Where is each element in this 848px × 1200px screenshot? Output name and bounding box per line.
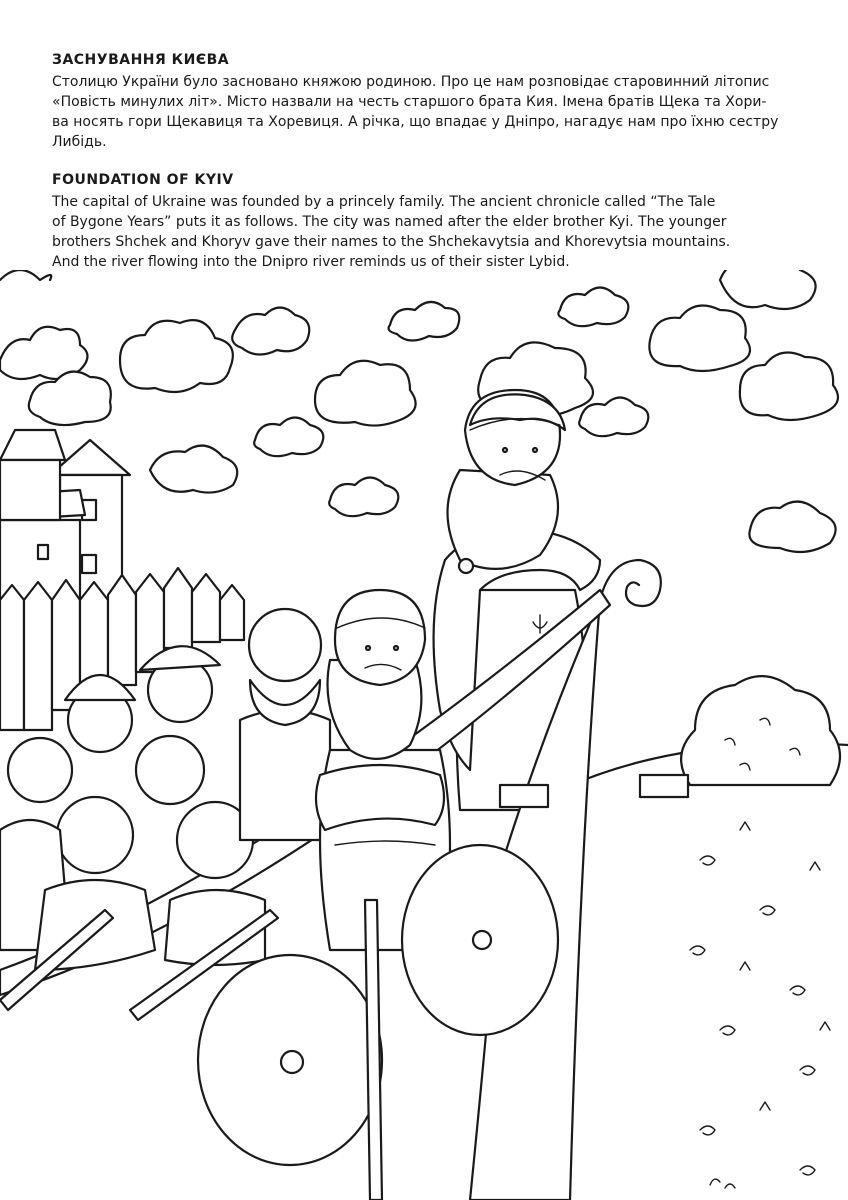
cloud-icon	[150, 446, 237, 493]
cloud-icon	[649, 306, 750, 372]
swirl-icon	[690, 946, 705, 955]
person-head	[57, 797, 133, 873]
english-paragraph-line: of Bygone Years” puts it as follows. The city was named after the elder brother Kyi. The younger	[52, 214, 727, 230]
cloud-icon	[720, 270, 816, 309]
fence-plank	[108, 575, 136, 685]
illustration-svg	[0, 270, 848, 1200]
fence-plank	[24, 582, 52, 730]
grass-tuft-icon	[740, 822, 830, 1110]
cloak-clasp-icon	[459, 559, 473, 573]
cloud-icon	[329, 478, 398, 517]
english-paragraph-line: The capital of Ukraine was founded by a princely family. The ancient chronicle called “The Tale	[52, 194, 716, 210]
cloud-icon	[315, 361, 416, 426]
ship-prow	[600, 560, 661, 606]
person-body	[240, 710, 330, 840]
ukrainian-heading: ЗАСНУВАННЯ КИЄВА	[52, 52, 230, 68]
shield-icon	[402, 845, 558, 1035]
swirl-icon	[800, 1166, 815, 1175]
brother-head	[335, 590, 425, 685]
swirl-icon	[700, 856, 715, 865]
person-head	[8, 738, 72, 802]
english-paragraph-line: And the river flowing into the Dnipro river reminds us of their sister Lybid.	[52, 254, 570, 270]
person-head	[249, 609, 321, 681]
fence-plank	[192, 574, 220, 642]
swirl-icon	[800, 1066, 815, 1075]
ukrainian-paragraph-line: Столицю України було засновано княжою родиною. Про це нам розповідає старовинний літопис	[52, 74, 770, 90]
ukrainian-text-block	[52, 50, 812, 152]
bush	[681, 676, 840, 785]
swirl-icon	[720, 1026, 735, 1035]
ship-oar-lock	[500, 785, 548, 807]
cloud-icon	[254, 418, 323, 457]
shield-icon	[198, 955, 382, 1165]
cloud-icon	[749, 502, 835, 552]
cloud-icon	[120, 320, 233, 392]
kyi-beard	[448, 470, 559, 569]
cloud-icon	[558, 288, 628, 327]
cloud-icon	[740, 353, 838, 421]
grass-swirls	[690, 822, 830, 1175]
bush-icon	[681, 676, 840, 785]
swirl-icon	[760, 906, 775, 915]
ukrainian-paragraph-line: Либідь.	[52, 134, 107, 150]
person-head	[136, 736, 204, 804]
cloud-icon	[0, 270, 51, 280]
ukrainian-paragraph-line: ва носять гори Щекавиця та Хоревиця. А річка, що впадає у Дніпро, нагадує нам про їхню сестру	[52, 114, 779, 130]
house	[0, 460, 60, 520]
fence-plank	[0, 585, 24, 730]
english-heading: FOUNDATION OF KYIV	[52, 172, 234, 188]
swirl-icon	[790, 986, 805, 995]
english-paragraph-line: brothers Shchek and Khoryv gave their names to the Shchekavytsia and Khorevytsia mountains.	[52, 234, 731, 250]
english-text-block	[52, 170, 812, 272]
swirl-icon	[700, 1126, 715, 1135]
cloud-icon	[579, 398, 648, 437]
clouds-group	[0, 270, 838, 552]
swirl-icon	[710, 1179, 735, 1188]
cloud-icon	[29, 372, 111, 425]
cloud-icon	[232, 308, 309, 355]
fence-plank	[164, 568, 192, 648]
ship-oar-lock	[640, 775, 688, 797]
ukrainian-paragraph-line: «Повість минулих літ». Місто назвали на честь старшого брата Кия. Імена братів Щека та Хори-	[52, 94, 767, 110]
cloud-icon	[389, 302, 460, 341]
coloring-illustration	[0, 270, 848, 1200]
fence-plank	[220, 585, 244, 640]
house-roof	[0, 430, 65, 460]
fence-plank	[80, 582, 108, 690]
